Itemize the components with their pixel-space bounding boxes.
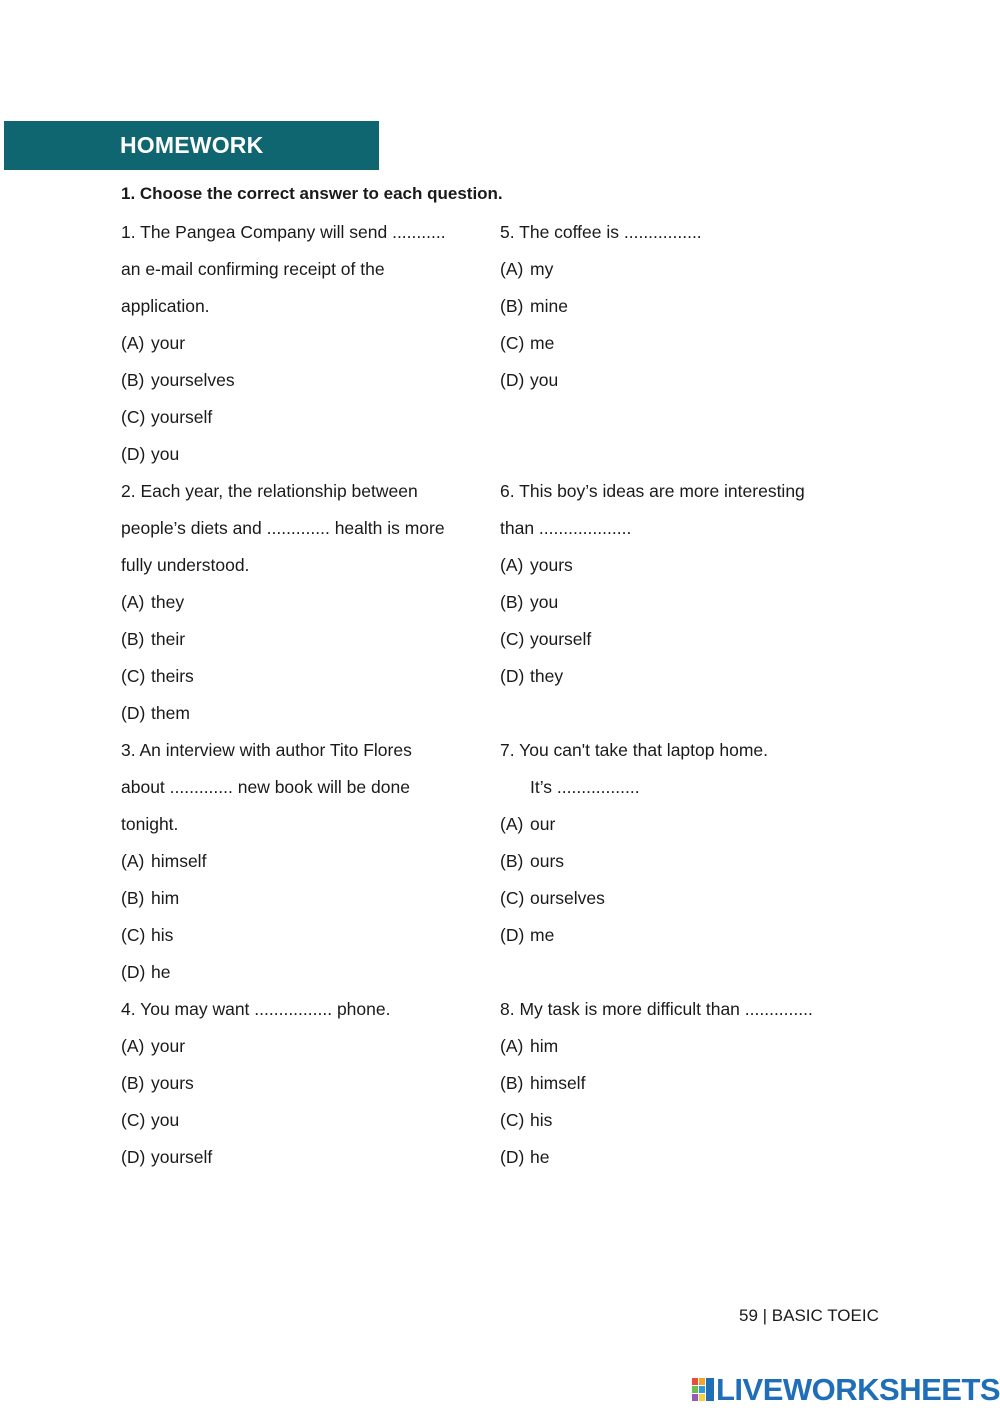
option-letter: (B) — [121, 629, 145, 649]
spacer — [500, 436, 880, 473]
question-text: application. — [121, 296, 210, 316]
answer-option[interactable] — [500, 917, 880, 954]
answer-option[interactable] — [500, 1065, 880, 1102]
answer-option[interactable] — [121, 362, 491, 399]
question-text: 6. This boy’s ideas are more interesting — [500, 481, 805, 501]
question-text: 5. The coffee is ................ — [500, 222, 702, 242]
option-letter: (A) — [500, 814, 524, 834]
option-text: his — [151, 925, 174, 945]
option-text: yourselves — [151, 370, 235, 390]
section-title: HOMEWORK — [120, 132, 264, 158]
option-letter: (C) — [500, 333, 525, 353]
option-text: his — [530, 1110, 553, 1130]
option-text: our — [530, 814, 556, 834]
option-text: you — [530, 592, 559, 612]
option-letter: (D) — [500, 370, 525, 390]
question-3 — [121, 732, 491, 991]
option-letter: (D) — [500, 925, 525, 945]
option-text: your — [151, 333, 186, 353]
question-text: 8. My task is more difficult than .............. — [500, 999, 813, 1019]
answer-option[interactable] — [121, 1139, 491, 1176]
answer-option[interactable] — [121, 954, 491, 991]
option-text: himself — [530, 1073, 586, 1093]
option-text: yours — [530, 555, 573, 575]
question-4 — [121, 991, 491, 1176]
question-7 — [500, 732, 880, 991]
option-letter: (B) — [500, 851, 524, 871]
option-letter: (A) — [500, 555, 524, 575]
answer-option[interactable] — [500, 362, 880, 399]
answer-option[interactable] — [121, 436, 491, 473]
answer-option[interactable] — [500, 547, 880, 584]
answer-option[interactable] — [121, 621, 491, 658]
spacer — [500, 399, 880, 436]
option-letter: (A) — [121, 1036, 145, 1056]
option-letter: (B) — [500, 1073, 524, 1093]
spacer — [500, 954, 880, 991]
answer-option[interactable] — [500, 621, 880, 658]
question-text: 3. An interview with author Tito Flores — [121, 740, 412, 760]
answer-option[interactable] — [121, 658, 491, 695]
page-footer: 59 | BASIC TOEIC — [739, 1306, 879, 1325]
question-6 — [500, 473, 880, 732]
option-text: you — [530, 370, 559, 390]
answer-option[interactable] — [500, 288, 880, 325]
option-text: their — [151, 629, 186, 649]
option-letter: (C) — [500, 629, 525, 649]
question-text: tonight. — [121, 814, 179, 834]
question-8 — [500, 991, 880, 1176]
answer-option[interactable] — [500, 880, 880, 917]
question-text: about ............. new book will be done — [121, 777, 410, 797]
option-letter: (D) — [500, 1147, 525, 1167]
option-text: he — [151, 962, 171, 982]
option-letter: (C) — [121, 1110, 146, 1130]
option-text: they — [151, 592, 185, 612]
question-text: an e-mail confirming receipt of the — [121, 259, 385, 279]
answer-option[interactable] — [121, 1102, 491, 1139]
spacer — [500, 695, 880, 732]
option-text: me — [530, 925, 555, 945]
option-letter: (A) — [121, 851, 145, 871]
option-letter: (C) — [121, 925, 146, 945]
answer-option[interactable] — [500, 658, 880, 695]
option-letter: (D) — [121, 962, 146, 982]
answer-option[interactable] — [121, 399, 491, 436]
option-letter: (C) — [121, 666, 146, 686]
answer-option[interactable] — [121, 325, 491, 362]
option-letter: (B) — [500, 296, 524, 316]
option-letter: (A) — [500, 1036, 524, 1056]
option-letter: (C) — [500, 888, 525, 908]
option-text: them — [151, 703, 190, 723]
answer-option[interactable] — [500, 1139, 880, 1176]
answer-option[interactable] — [500, 843, 880, 880]
right-column — [500, 214, 880, 1176]
question-text: 1. The Pangea Company will send ........... — [121, 222, 446, 242]
option-text: me — [530, 333, 555, 353]
answer-option[interactable] — [121, 584, 491, 621]
answer-option[interactable] — [500, 251, 880, 288]
homework-banner — [4, 121, 379, 170]
answer-option[interactable] — [121, 1028, 491, 1065]
option-text: him — [530, 1036, 559, 1056]
question-text: 7. You can't take that laptop home. — [500, 740, 768, 760]
answer-option[interactable] — [500, 584, 880, 621]
question-2 — [121, 473, 491, 732]
option-text: your — [151, 1036, 186, 1056]
option-letter: (B) — [121, 888, 145, 908]
answer-option[interactable] — [500, 325, 880, 362]
option-letter: (D) — [121, 444, 146, 464]
question-text: 4. You may want ................ phone. — [121, 999, 391, 1019]
answer-option[interactable] — [121, 880, 491, 917]
question-text: It’s ................. — [530, 777, 640, 797]
option-letter: (B) — [500, 592, 524, 612]
question-1 — [121, 214, 491, 473]
question-text: people’s diets and ............. health is more — [121, 518, 445, 538]
question-text: 2. Each year, the relationship between — [121, 481, 418, 501]
option-text: yourself — [151, 407, 213, 427]
question-text: than ................... — [500, 518, 632, 538]
option-letter: (C) — [121, 407, 146, 427]
option-text: ours — [530, 851, 565, 871]
answer-option[interactable] — [500, 1102, 880, 1139]
question-text: fully understood. — [121, 555, 250, 575]
option-letter: (D) — [121, 703, 146, 723]
option-text: my — [530, 259, 554, 279]
option-text: you — [151, 444, 180, 464]
left-column — [121, 214, 491, 1176]
answer-option[interactable] — [121, 1065, 491, 1102]
option-letter: (B) — [121, 1073, 145, 1093]
brand-name: LIVEWORKSHEETS — [716, 1372, 1000, 1407]
option-text: yourself — [530, 629, 592, 649]
option-text: himself — [151, 851, 207, 871]
answer-option[interactable] — [121, 695, 491, 732]
option-letter: (B) — [121, 370, 145, 390]
option-letter: (A) — [500, 259, 524, 279]
option-letter: (A) — [121, 333, 145, 353]
option-text: you — [151, 1110, 180, 1130]
liveworksheets-grid-icon — [692, 1378, 714, 1402]
option-text: theirs — [151, 666, 194, 686]
answer-option[interactable] — [500, 806, 880, 843]
option-text: yours — [151, 1073, 194, 1093]
option-text: mine — [530, 296, 568, 316]
option-text: he — [530, 1147, 550, 1167]
option-letter: (D) — [121, 1147, 146, 1167]
option-text: ourselves — [530, 888, 605, 908]
instruction-text: 1. Choose the correct answer to each question. — [121, 184, 503, 203]
option-letter: (D) — [500, 666, 525, 686]
answer-option[interactable] — [121, 843, 491, 880]
question-5 — [500, 214, 880, 473]
answer-option[interactable] — [121, 917, 491, 954]
option-text: him — [151, 888, 180, 908]
option-text: they — [530, 666, 564, 686]
option-letter: (C) — [500, 1110, 525, 1130]
option-text: yourself — [151, 1147, 213, 1167]
answer-option[interactable] — [500, 1028, 880, 1065]
liveworksheets-logo — [692, 1373, 1000, 1407]
option-letter: (A) — [121, 592, 145, 612]
